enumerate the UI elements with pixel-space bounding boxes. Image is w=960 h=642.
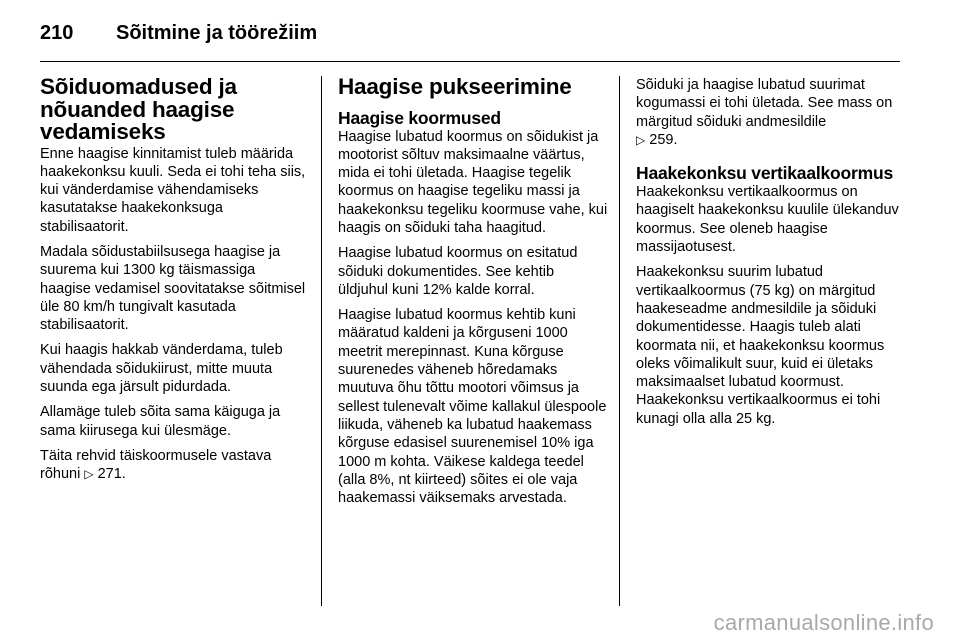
page-reference-arrow-icon: ▷ [84, 467, 94, 482]
page-number: 210 [40, 22, 74, 44]
paragraph-2: Haakekonksu suurim lubatud vertikaalkoormus (75 kg) on märgitud haakeseadme andmesildile ja sõiduki dokumentidesse. Haagis tuleb alati koormata nii, et haakekonksu koormus oleks võimalikult suur, kuid ei ületaks maksimaalset lubatud koormust. Haakekonksu vertikaalkoormus ei tohi kunagi olla alla 25 kg. [636, 264, 885, 427]
paragraph-tire-pressure [40, 447, 308, 484]
paragraph-1: Haagise lubatud koormus on sõidukist ja mootorist sõltuv maksimaalne väärtus, mida ei tohi ületada. Haagise tegelik koormus on haagise tegeliku massi ja haakekonksu tegeliku koormuse vahe, kui haagis on sõiduki taha haagitud. [338, 128, 608, 236]
column-1 [40, 76, 308, 491]
paragraph-4: Allamäge tuleb sõita sama käiguga ja sama kiirusega kui ülesmäge. [40, 404, 281, 439]
paragraph-2: Madala sõidustabiilsusega haagise ja suurema kui 1300 kg täismassiga haagise vedamisel soovitatakse sõitmisel üle 80 km/h tungivalt kasutada stabilisaatorit. [40, 243, 306, 334]
column-3 [636, 76, 904, 435]
paragraph-1: Haakekonksu vertikaalkoormus on haagiselt haakekonksu kuulile ülekanduv koormus. See oleneb haagise massijaotusest. [636, 184, 899, 256]
paragraph-intro [636, 76, 904, 149]
section-heading-trailer-towing: Haagise pukseerimine [338, 74, 572, 99]
paragraph-1: Enne haagise kinnitamist tuleb määrida haakekonksu kuuli. Seda ei tohi teha siis, kui vänderdamise vähendamiseks kasutatakse haakekonksuga stabilisaatorit. [40, 145, 306, 235]
page-reference-arrow-icon: ▷ [636, 132, 646, 147]
subheading-trailer-loads: Haagise koormused [338, 107, 501, 128]
chapter-title: Sõitmine ja töörežiim [116, 22, 318, 44]
tire-pressure-text: Täita rehvid täiskoormusele vastava rõhuni [40, 447, 272, 483]
watermark: carmanualsonline.info [713, 610, 934, 635]
column-divider-1 [321, 76, 322, 606]
paragraph-2: Haagise lubatud koormus on esitatud sõiduki dokumentides. See kehtib üldjuhul kuni 12% kalde korral. [338, 245, 578, 298]
subheading-vertical-load: Haakekonksu vertikaalkoormus [636, 163, 894, 184]
section-heading-towing-tips: Sõiduomadused ja nõuanded haagise vedamiseks [40, 74, 237, 144]
paragraph-3: Haagise lubatud koormus kehtib kuni määratud kaldeni ja kõrguseni 1000 meetrit merepinnast. Kuna kõrguse suurenedes väheneb hõredamaks muutuva õhu tõttu mootori võimsus ja sellest tulenevalt võime kallakul ülespoole liikuda, väheneb ka lubatud haakemass kõrguse edasisel suurenemisel 10% iga 1000 m kohta. Väikese kaldega teedel (alla 8%, nt kiirteed) sõites ei ole vaja haakemassi väiksemaks arvestada. [338, 307, 607, 507]
intro-ref[interactable]: 259. [649, 131, 678, 148]
intro-text: Sõiduki ja haagise lubatud suurimat kogumassi ei tohi ületada. See mass on märgitud sõiduki andmesildile [636, 77, 893, 130]
tire-pressure-ref[interactable]: 271. [97, 466, 126, 483]
column-divider-2 [619, 76, 620, 606]
column-2 [338, 76, 608, 514]
paragraph-3: Kui haagis hakkab vänderdama, tuleb vähendada sõidukiirust, mitte muuta suunda ega järsult pidurdada. [40, 342, 283, 396]
header-rule [40, 61, 900, 62]
